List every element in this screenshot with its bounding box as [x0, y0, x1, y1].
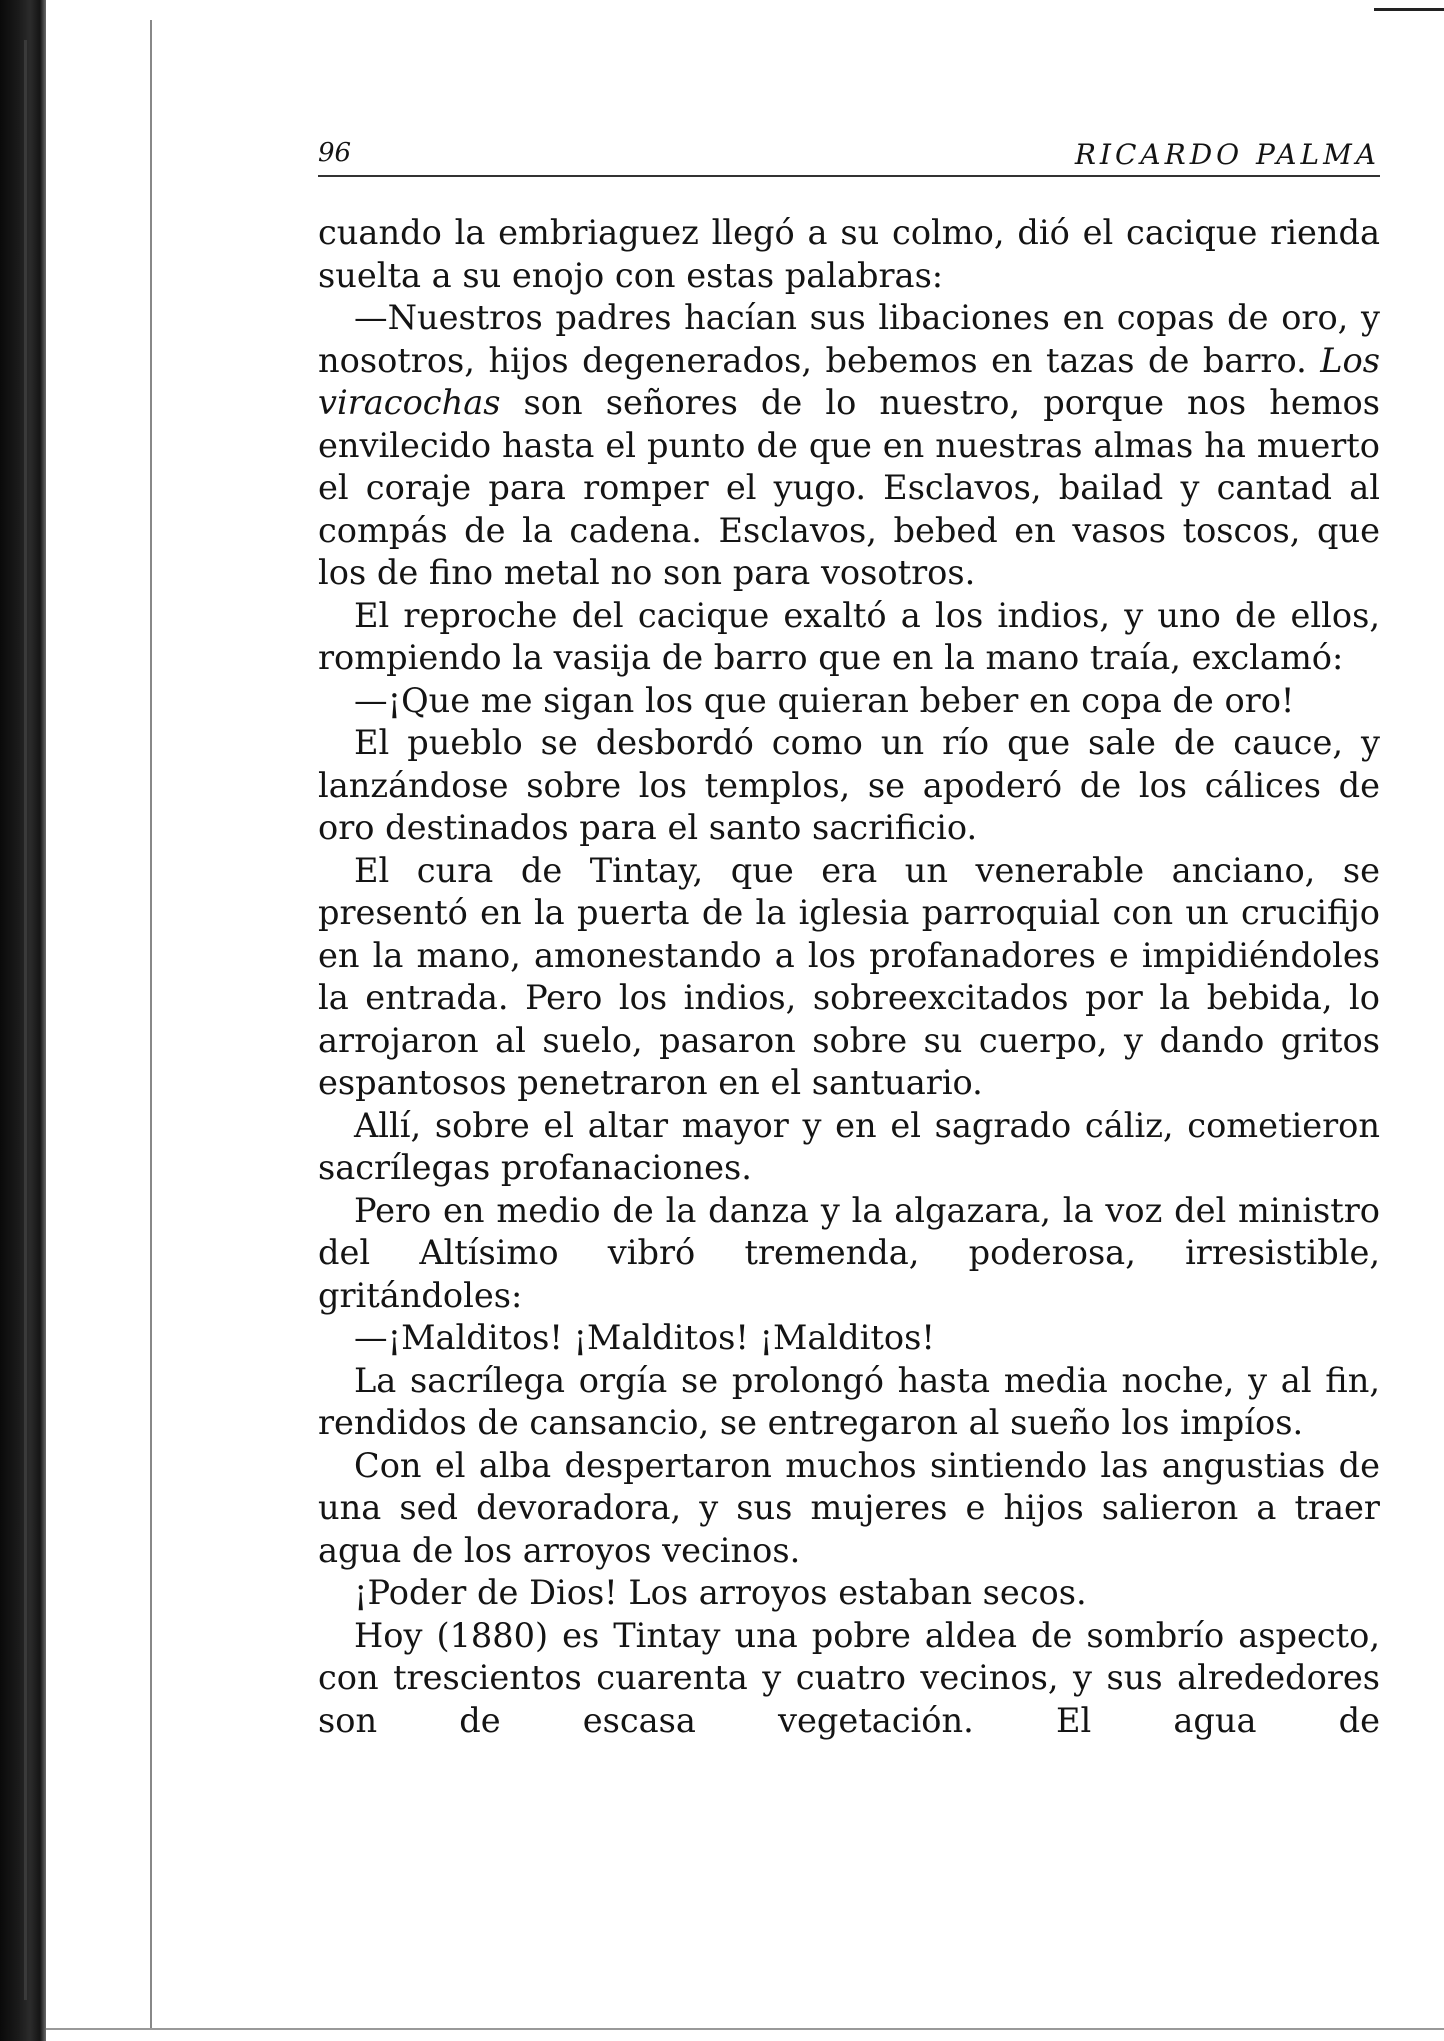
paragraph-2 — [318, 297, 1380, 595]
paragraph-5: El pueblo se desbordó como un río que sale de cauce, y lanzándose sobre los templos, se apoderó de los cálices de oro destinados para el santo sacrificio. — [318, 723, 1380, 847]
page-margin-line — [150, 20, 152, 2030]
paragraph-3: El reproche del cacique exaltó a los indios, y uno de ellos, rompiendo la vasija de barro que en la mano traía, exclamó: — [318, 595, 1380, 677]
paragraph-4: —¡Que me sigan los que quieran beber en copa de oro! — [354, 680, 1295, 720]
running-head: RICARDO PALMA — [1074, 138, 1380, 171]
paragraph-10: La sacrílega orgía se prolongó hasta media noche, y al fin, rendidos de cansancio, se entregaron al sueño los impíos. — [318, 1360, 1380, 1442]
paragraph-2-italic: Los viracochas — [318, 340, 1380, 422]
page-bottom-edge — [46, 2028, 1444, 2030]
header-rule — [318, 175, 1380, 177]
body-text — [318, 212, 1380, 1742]
page-number: 96 — [318, 138, 352, 168]
paragraph-2-part-a: —Nuestros padres hacían sus libaciones en copas de oro, y nosotros, hijos degenerados, bebemos en tazas de barro. — [318, 298, 1380, 380]
paragraph-11: Con el alba despertaron muchos sintiendo las angustias de una sed devoradora, y sus mujeres e hijos salieron a traer agua de los arroyos vecinos. — [318, 1445, 1380, 1570]
paragraph-12: ¡Poder de Dios! Los arroyos estaban secos. — [354, 1573, 1087, 1612]
paragraph-6: El cura de Tintay, que era un venerable anciano, se presentó en la puerta de la iglesia parroquial con un crucifijo en la mano, amonestando a los profanadores e impidiéndoles la entrada. Pero los indios, sobreexcitados por la bebida, lo arrojaron al suelo, pasaron sobre su cuerpo, y dando gritos espantosos penetraron en el santuario. — [318, 850, 1380, 1102]
paragraph-9: —¡Malditos! ¡Malditos! ¡Malditos! — [354, 1318, 935, 1357]
paragraph-1: cuando la embriaguez llegó a su colmo, dió el cacique rienda suelta a su enojo con estas palabras: — [318, 213, 1380, 295]
spine-shadow — [24, 40, 27, 2000]
paragraph-13: Hoy (1880) es Tintay una pobre aldea de sombrío aspecto, con trescientos cuarenta y cuatro vecinos, y sus alrededores son de escasa vegetación. El agua de — [318, 1615, 1380, 1740]
paragraph-8: Pero en medio de la danza y la algazara, la voz del ministro del Altísimo vibró tremenda, poderosa, irresistible, gritándoles: — [318, 1190, 1380, 1315]
page-header — [318, 138, 1380, 178]
paragraph-7: Allí, sobre el altar mayor y en el sagrado cáliz, cometieron sacrílegas profanaciones. — [318, 1105, 1380, 1187]
paragraph-2-part-b: son señores de lo nuestro, porque nos hemos envilecido hasta el punto de que en nuestras almas ha muerto el coraje para romper el yugo. Esclavos, bailad y cantad al compás de la cadena. Esclavos, bebed en vasos toscos, que los de fino metal no son para vosotros. — [318, 383, 1380, 592]
book-spine-edge — [0, 0, 46, 2041]
scan-corner-mark — [1374, 8, 1444, 11]
